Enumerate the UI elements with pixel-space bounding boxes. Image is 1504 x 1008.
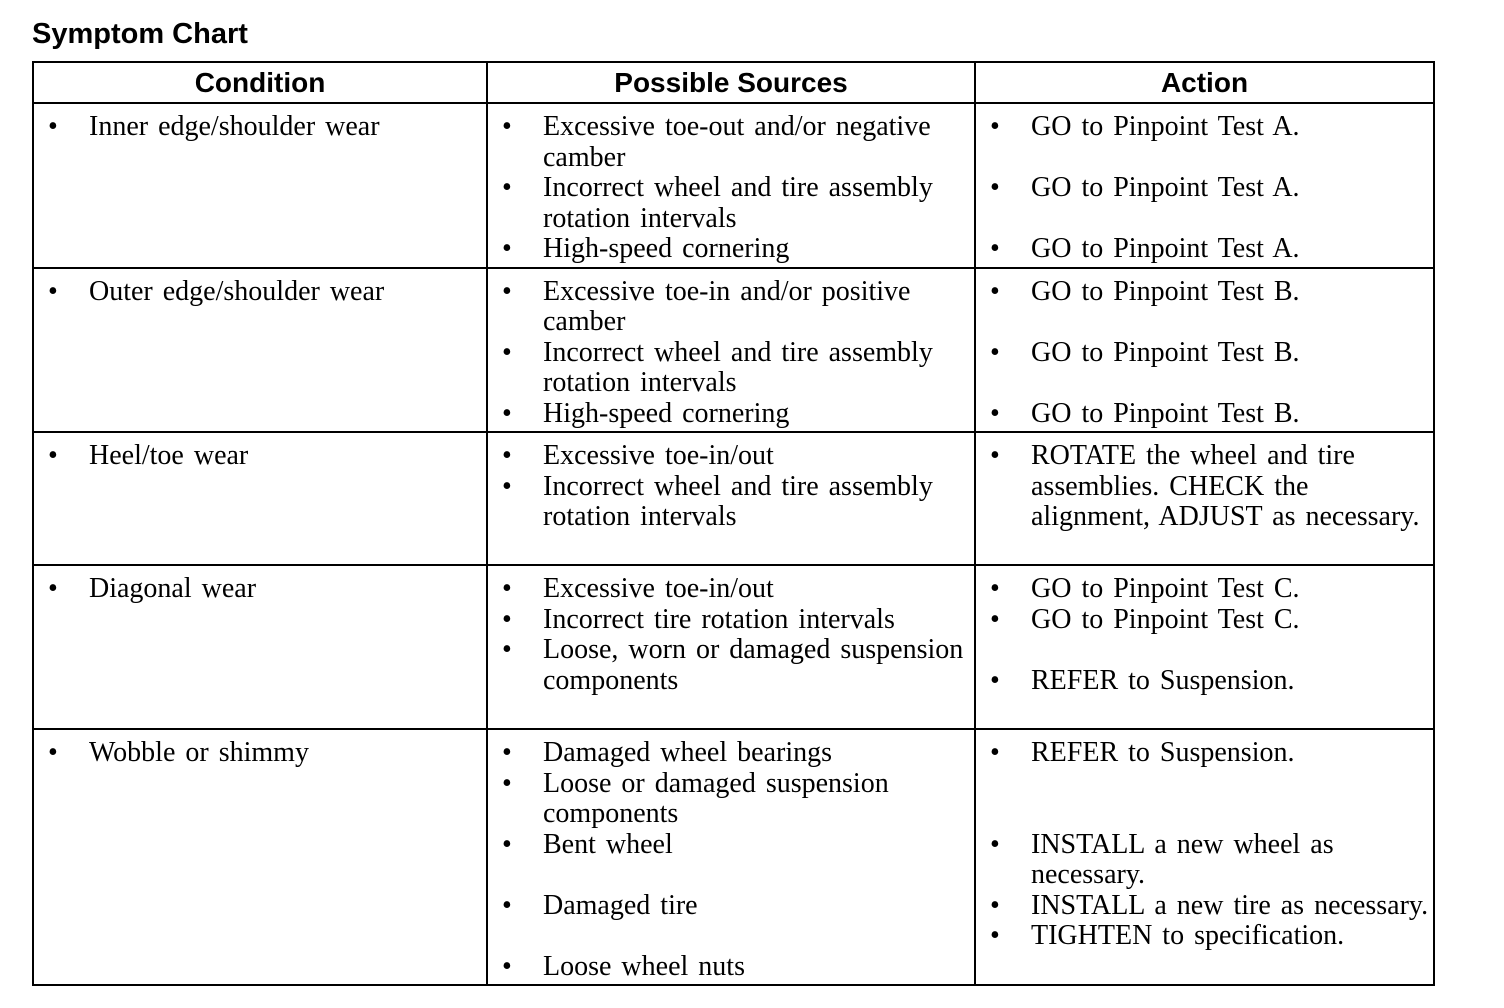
table-row — [33, 432, 1434, 565]
source-item: • Incorrect wheel and tire assembly rotation intervals — [488, 472, 974, 533]
source-item: • Excessive toe-in and/or positive camber — [488, 277, 974, 338]
condition-cell — [33, 565, 487, 729]
source-item: • Damaged wheel bearings — [488, 738, 974, 769]
sources-cell — [487, 565, 975, 729]
source-item: • High-speed cornering — [488, 399, 974, 430]
column-header-possible-sources: Possible Sources — [487, 62, 975, 103]
source-item: • Incorrect tire rotation intervals — [488, 605, 974, 636]
condition-item: • Heel/toe wear — [34, 441, 486, 472]
action-item: • ROTATE the wheel and tire assemblies. CHECK the alignment, ADJUST as necessary. — [976, 441, 1433, 533]
table-row — [33, 103, 1434, 268]
action-cell — [975, 268, 1434, 433]
source-item: • Bent wheel — [488, 830, 974, 861]
source-item: • Excessive toe-in/out — [488, 574, 974, 605]
condition-item: • Diagonal wear — [34, 574, 486, 605]
table-row — [33, 565, 1434, 729]
source-item: • Loose, worn or damaged suspension components — [488, 635, 974, 696]
condition-item: • Outer edge/shoulder wear — [34, 277, 486, 308]
condition-cell — [33, 268, 487, 433]
action-item: • GO to Pinpoint Test B. — [976, 338, 1433, 369]
action-item: • GO to Pinpoint Test B. — [976, 399, 1433, 430]
action-item: • TIGHTEN to specification. — [976, 921, 1433, 952]
sources-cell — [487, 103, 975, 268]
action-cell — [975, 432, 1434, 565]
action-item: • INSTALL a new wheel as necessary. — [976, 830, 1433, 891]
sources-cell — [487, 268, 975, 433]
action-item: • INSTALL a new tire as necessary. — [976, 891, 1433, 922]
table-row — [33, 729, 1434, 985]
action-item: • GO to Pinpoint Test A. — [976, 112, 1433, 143]
table-row — [33, 268, 1434, 433]
source-item: • Excessive toe-out and/or negative camber — [488, 112, 974, 173]
action-item: • GO to Pinpoint Test A. — [976, 173, 1433, 204]
action-item: • GO to Pinpoint Test C. — [976, 574, 1433, 605]
action-cell — [975, 103, 1434, 268]
action-item: • REFER to Suspension. — [976, 666, 1433, 697]
condition-cell — [33, 729, 487, 985]
action-item: • GO to Pinpoint Test C. — [976, 605, 1433, 636]
chart-title: Symptom Chart — [32, 18, 248, 50]
condition-item: • Inner edge/shoulder wear — [34, 112, 486, 143]
source-item: • Loose or damaged suspension components — [488, 769, 974, 830]
condition-cell — [33, 103, 487, 268]
condition-item: • Wobble or shimmy — [34, 738, 486, 769]
header-row — [33, 62, 1434, 103]
action-item: • GO to Pinpoint Test A. — [976, 234, 1433, 265]
symptom-chart-table — [32, 61, 1435, 986]
source-item: • Damaged tire — [488, 891, 974, 922]
sources-cell — [487, 729, 975, 985]
source-item: • Loose wheel nuts — [488, 952, 974, 983]
action-item: • REFER to Suspension. — [976, 738, 1433, 769]
source-item: • Excessive toe-in/out — [488, 441, 974, 472]
source-item: • Incorrect wheel and tire assembly rotation intervals — [488, 338, 974, 399]
source-item: • Incorrect wheel and tire assembly rotation intervals — [488, 173, 974, 234]
action-item: • GO to Pinpoint Test B. — [976, 277, 1433, 308]
action-cell — [975, 565, 1434, 729]
action-cell — [975, 729, 1434, 985]
sources-cell — [487, 432, 975, 565]
condition-cell — [33, 432, 487, 565]
column-header-condition: Condition — [33, 62, 487, 103]
column-header-action: Action — [975, 62, 1434, 103]
source-item: • High-speed cornering — [488, 234, 974, 265]
